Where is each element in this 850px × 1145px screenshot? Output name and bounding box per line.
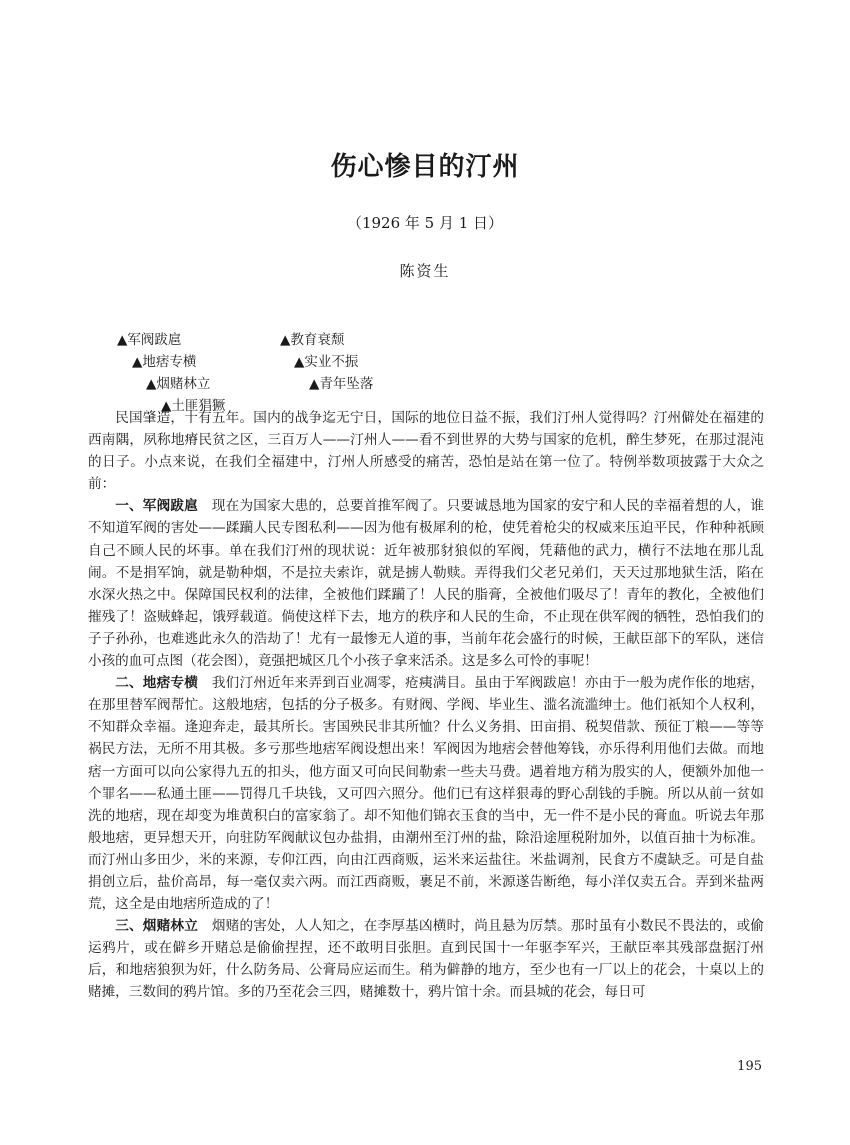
topic-item: ▲烟赌林立 — [146, 376, 211, 392]
topic-item: ▲教育衰颓 — [280, 332, 345, 348]
paragraph — [88, 407, 764, 495]
topic-item: ▲土匪猖獗 — [161, 398, 226, 414]
paragraph-text: 现在为国家大患的，总要首推军阀了。只要诚恳地为国家的安宁和人民的幸福着想的人，谁不知道军阀的害处——蹂躏人民专图私利——因为他有极犀利的枪，使凭着枪尖的权威来压迫平民，作种种祇顾自己不顾人民的坏事。单在我们汀州的现状说：近年被那豺狼似的军阀，凭藉他的武力，横行不法地在那儿乱闹。不是捐军饷，就是勒种烟，不是拉夫索诈，就是掳人勒赎。弄得我们父老兄弟们，天天过那地狱生活，陷在水深火热之中。保障国民权利的法律，全被他们蹂躏了！人民的脂膏，全被他们吸尽了！青年的教化，全被他们摧残了！盗贼蜂起，饿殍载道。倘使这样下去，地方的秩序和人民的生命，不止现在供军阀的牺牲，恐怕我们的子子孙孙，也难逃此永久的浩劫了！尤有一最惨无人道的事，当前年花会盛行的时候，王献臣部下的军队，迷信小孩的血可点图（花会图），竟强把城区几个小孩子拿来活杀。这是多么可怜的事呢！ — [88, 498, 765, 670]
section-heading: 二、地痞专横 — [115, 675, 199, 692]
topic-item: ▲青年坠落 — [309, 376, 374, 392]
page-number: 195 — [737, 1059, 762, 1074]
paragraph-text: 民国肇造，十有五年。国内的战争迄无宁日，国际的地位日益不振，我们汀州人觉得吗？汀州僻处在福建的西南隅，夙称地瘠民贫之区，三百万人——汀州人——看不到世界的大势与国家的危机，醉生梦死，在那过混沌的日子。小点来说，在我们全福建中，汀州人所感受的痛苦，恐怕是站在第一位了。特例举数项披露于大众之前： — [88, 410, 764, 493]
topic-item: ▲军阀跋扈 — [117, 332, 182, 348]
section-heading: 一、军阀跋扈 — [115, 498, 199, 515]
topic-item: ▲实业不振 — [294, 354, 359, 370]
paragraph — [88, 915, 764, 1003]
section-heading: 三、烟赌林立 — [115, 918, 199, 935]
paragraph-text: 我们汀州近年来弄到百业凋零，疮痍满目。虽由于军阀跋扈！亦由于一般为虎作伥的地痞，在那里替军阀帮忙。这般地痞，包括的分子极多。有财阀、学阀、毕业生、滥名流滥绅士。他们祇知个人权利，不知群众幸福。逢迎奔走，最其所长。害国殃民非其所恤？什么义务捐、田亩捐、税契借款、预征丁粮——等等祸民方法，无所不用其极。多亏那些地痞军阀设想出来！军阀因为地痞会替他筹钱，亦乐得利用他们去做。而地痞一方面可以向公家得九五的扣头，他方面又可向民间勒索一些夫马费。遇着地方稍为殷实的人，便额外加他一个罪名——私通土匪——罚得几千块钱，又可四六照分。他们已有这样狠毒的野心刮钱的手腕。所以从前一贫如洗的地痞，现在却变为堆黄积白的富家翁了。却不知他们锦衣玉食的当中，无一件不是小民的膏血。听说去年那般地痞，更异想天开，向驻防军阀献议包办盐捐，由潮州至汀州的盐，除沿途厘税附加外，以值百抽十为标准。而汀州山多田少，米的来源，专仰江西，向由江西商贩，运米来运盐往。米盐调剂，民食方不虞缺乏。可是自盐捐创立后，盐价高昂，每一毫仅卖六两。而江西商贩，裹足不前，米源遂告断绝，每小洋仅卖五合。弄到米盐两荒，这全是由地痞所造成的了！ — [88, 675, 765, 913]
paragraph — [88, 495, 764, 672]
paragraph — [88, 672, 764, 915]
article-body — [88, 407, 764, 1004]
article-title: 伤心惨目的汀州 — [330, 152, 520, 182]
paragraph-text: 烟赌的害处，人人知之，在李厚基凶横时，尚且悬为厉禁。那时虽有小数民不畏法的，或偷运鸦片，或在僻乡开赌总是偷偷捏捏，还不敢明目张胆。直到民国十一年驱李军兴，王献臣率其残部盘据汀州后，和地痞狼狈为奸，什么防务局、公膏局应运而生。稍为僻静的地方，至少也有一厂以上的花会，十桌以上的赌摊，三数间的鸦片馆。多的乃至花会三四，赌摊数十，鸦片馆十余。而县城的花会，每日可 — [88, 918, 765, 1001]
article-author: 陈资生 — [399, 262, 451, 280]
article-date: （1926 年 5 月 1 日） — [346, 214, 504, 232]
topic-item: ▲地痞专横 — [132, 354, 197, 370]
